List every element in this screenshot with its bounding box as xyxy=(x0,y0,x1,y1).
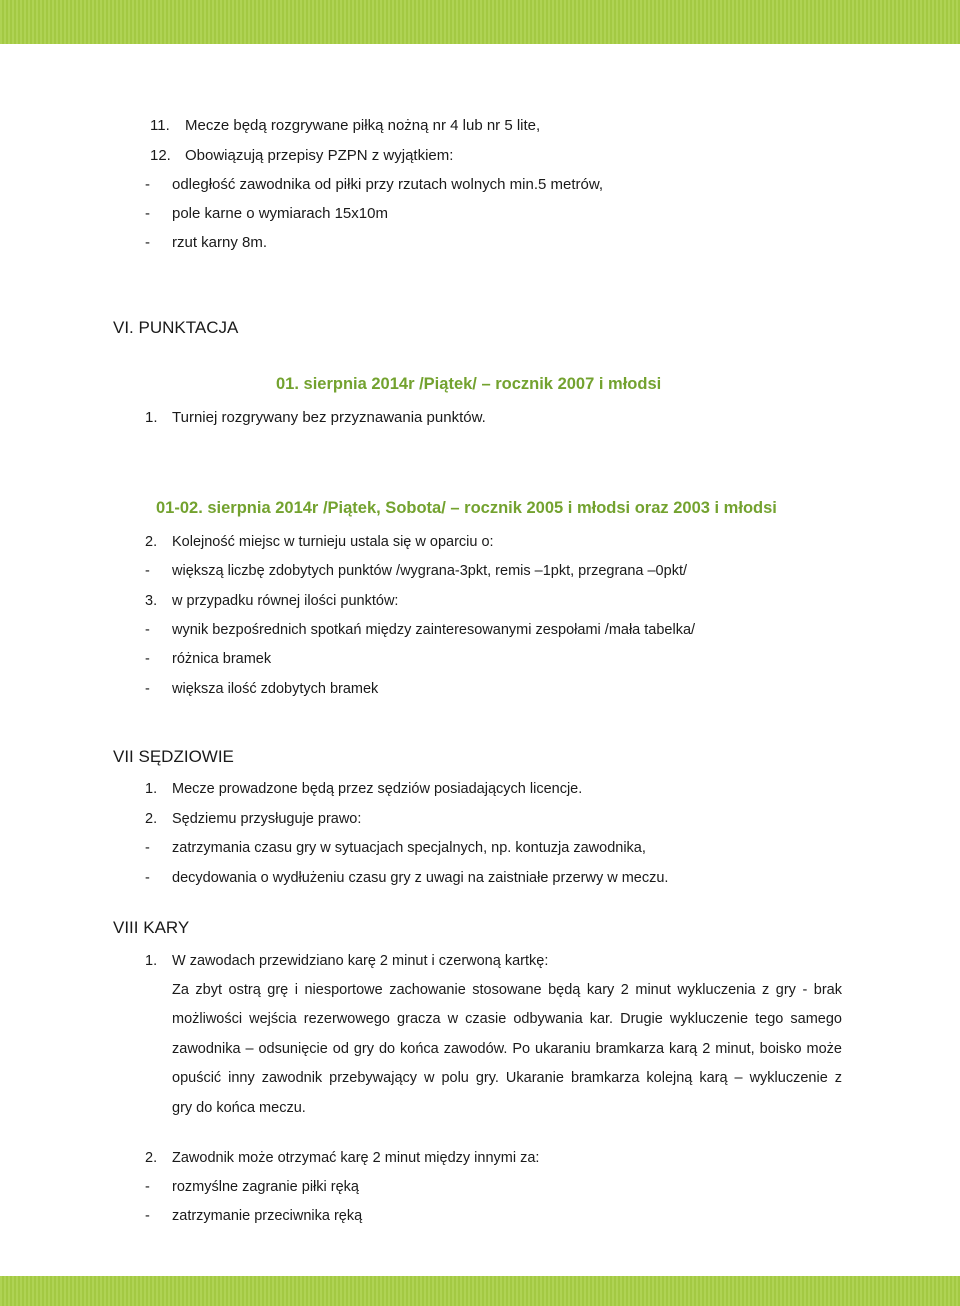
list-item-12 xyxy=(150,147,454,164)
list-item-2 xyxy=(145,1150,540,1166)
bullet-dash: - xyxy=(145,651,150,667)
bullet-dash: - xyxy=(145,840,150,856)
footer-green-bar xyxy=(0,1276,960,1306)
bullet-text: rzut karny 8m. xyxy=(172,234,268,251)
bullet-text: odległość zawodnika od piłki przy rzutach wolnych min.5 metrów, xyxy=(172,176,604,193)
bullet-item xyxy=(145,1179,359,1195)
list-text: Obowiązują przepisy PZPN z wyjątkiem: xyxy=(185,147,454,164)
bullet-item xyxy=(145,651,272,667)
bullet-dash: - xyxy=(145,1208,150,1224)
bullet-item xyxy=(145,1208,363,1224)
bullet-item xyxy=(145,205,388,222)
penalty-paragraph-line: możliwości wejścia rezerwowego gracza w czasie odbywania kar. Drugie wykluczenie tego samego xyxy=(172,1011,842,1027)
bullet-item xyxy=(145,563,687,579)
penalty-paragraph-line: zawodnika – odsunięcie od gry do końca zawodów. Po ukaraniu bramkarza karą 2 minut, boisko może xyxy=(172,1041,842,1057)
subheading-2005-2003: 01-02. sierpnia 2014r /Piątek, Sobota/ – rocznik 2005 i młodsi oraz 2003 i młodsi xyxy=(156,499,777,517)
penalty-paragraph-line: gry do końca meczu. xyxy=(172,1100,306,1116)
header-green-bar xyxy=(0,0,960,44)
bullet-item xyxy=(145,622,696,638)
list-number: 2. xyxy=(145,811,158,827)
bullet-dash: - xyxy=(145,205,150,222)
list-item-2 xyxy=(145,811,362,827)
section-title-viii: VIII KARY xyxy=(113,918,190,937)
bullet-item xyxy=(145,234,268,251)
bullet-text: zatrzymanie przeciwnika ręką xyxy=(172,1208,363,1224)
list-number: 1. xyxy=(145,409,158,426)
bullet-text: rozmyślne zagranie piłki ręką xyxy=(172,1179,359,1195)
list-number: 2. xyxy=(145,534,158,550)
bullet-item xyxy=(145,840,646,856)
list-item-1 xyxy=(145,953,549,969)
bullet-text: większa ilość zdobytych bramek xyxy=(172,681,379,697)
subheading-2007: 01. sierpnia 2014r /Piątek/ – rocznik 2007 i młodsi xyxy=(276,375,662,393)
bullet-text: wynik bezpośrednich spotkań między zainteresowanymi zespołami /mała tabelka/ xyxy=(172,622,696,638)
bullet-item xyxy=(145,176,604,193)
list-text: Mecze prowadzone będą przez sędziów posiadających licencje. xyxy=(172,781,583,797)
bullet-dash: - xyxy=(145,622,150,638)
bullet-text: różnica bramek xyxy=(172,651,272,667)
list-text: Kolejność miejsc w turnieju ustala się w oparciu o: xyxy=(172,534,494,550)
list-item-2 xyxy=(145,534,494,550)
bullet-text: decydowania o wydłużeniu czasu gry z uwagi na zaistniałe przerwy w meczu. xyxy=(172,870,669,886)
bullet-dash: - xyxy=(145,176,150,193)
bullet-dash: - xyxy=(145,563,150,579)
list-item-11 xyxy=(150,117,541,134)
list-text: W zawodach przewidziano karę 2 minut i czerwoną kartkę: xyxy=(172,953,549,969)
bullet-text: pole karne o wymiarach 15x10m xyxy=(172,205,388,222)
list-number: 1. xyxy=(145,781,158,797)
list-text: Zawodnik może otrzymać karę 2 minut między innymi za: xyxy=(172,1150,540,1166)
list-number: 2. xyxy=(145,1150,158,1166)
list-item-1 xyxy=(145,409,486,426)
bullet-text: większą liczbę zdobytych punktów /wygrana-3pkt, remis –1pkt, przegrana –0pkt/ xyxy=(172,563,687,579)
list-number: 1. xyxy=(145,953,158,969)
list-item-3 xyxy=(145,593,399,609)
list-text: Turniej rozgrywany bez przyznawania punktów. xyxy=(172,409,486,426)
penalty-paragraph-line: opuścić inny zawodnik przebywający w polu gry. Ukaranie bramkarza kolejną karą – wykluczenie z xyxy=(172,1070,842,1086)
list-text: Mecze będą rozgrywane piłką nożną nr 4 lub nr 5 lite, xyxy=(185,117,541,134)
list-item-1 xyxy=(145,781,583,797)
bullet-dash: - xyxy=(145,234,150,251)
bullet-text: zatrzymania czasu gry w sytuacjach specjalnych, np. kontuzja zawodnika, xyxy=(172,840,646,856)
list-text: Sędziemu przysługuje prawo: xyxy=(172,811,362,827)
list-number: 12. xyxy=(150,147,171,164)
list-number: 11. xyxy=(150,117,170,134)
section-title-vi: VI. PUNKTACJA xyxy=(113,318,239,337)
list-number: 3. xyxy=(145,593,158,609)
section-title-vii: VII SĘDZIOWIE xyxy=(113,747,234,766)
list-text: w przypadku równej ilości punktów: xyxy=(172,593,399,609)
penalty-paragraph-line: Za zbyt ostrą grę i niesportowe zachowanie stosowane będą kary 2 minut wykluczenia z gry - brak xyxy=(172,982,842,998)
bullet-dash: - xyxy=(145,681,150,697)
bullet-dash: - xyxy=(145,1179,150,1195)
bullet-item xyxy=(145,870,669,886)
bullet-dash: - xyxy=(145,870,150,886)
bullet-item xyxy=(145,681,379,697)
